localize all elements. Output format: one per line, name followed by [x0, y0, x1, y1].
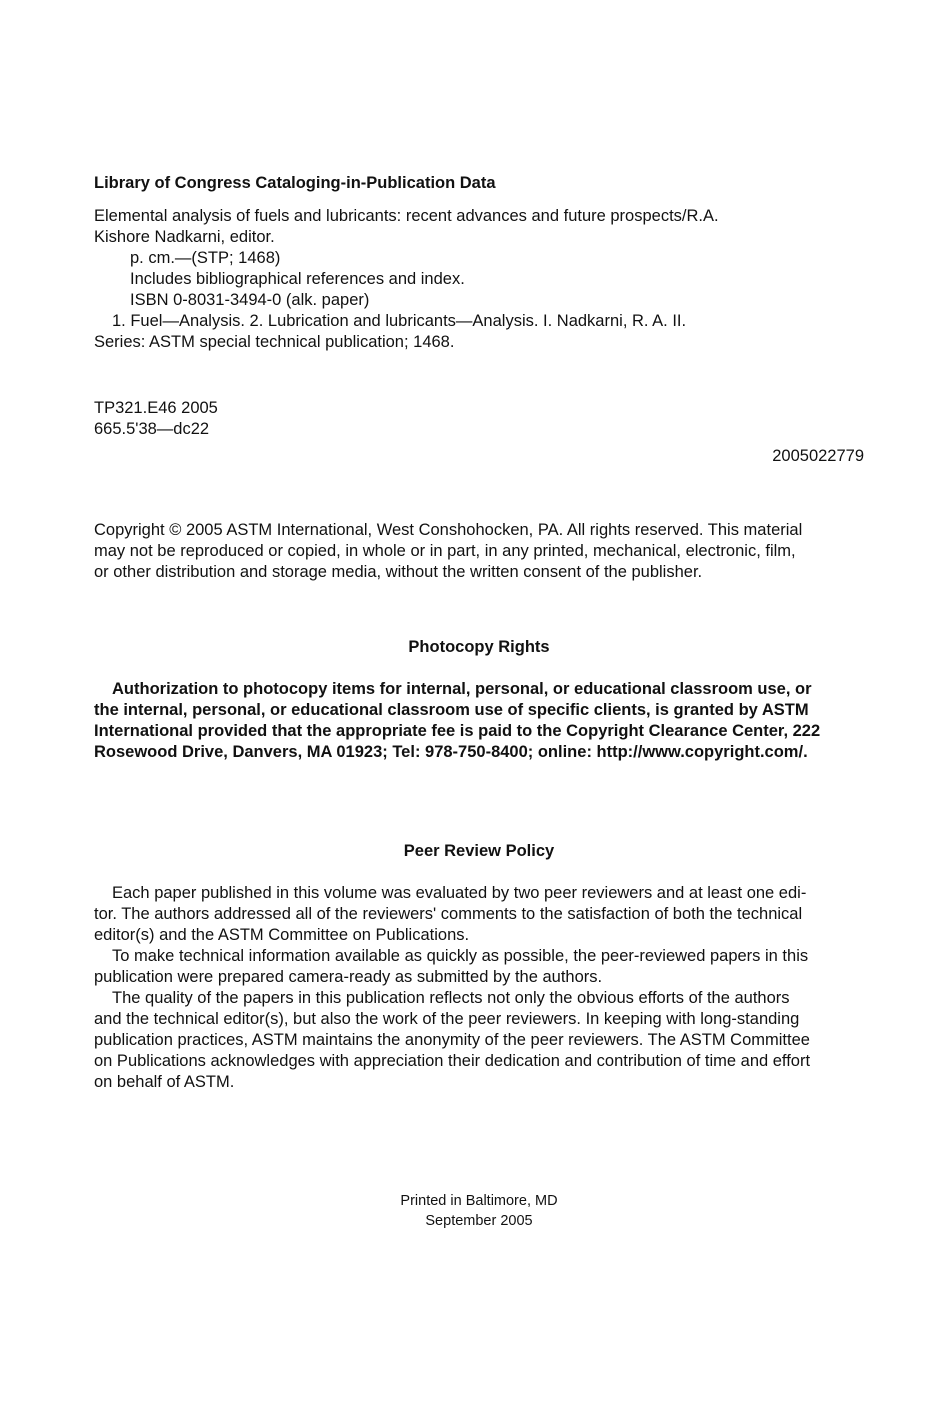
cip-series-line: p. cm.—(STP; 1468) — [130, 249, 281, 267]
cip-editor-line: Kishore Nadkarni, editor. — [94, 228, 275, 246]
peer-review-line: on behalf of ASTM. — [94, 1073, 235, 1091]
lccn-number: 2005022779 — [772, 447, 864, 465]
peer-review-line: and the technical editor(s), but also the work of the peer reviewers. In keeping with long-standing — [94, 1010, 800, 1028]
peer-review-line: on Publications acknowledges with appreciation their dedication and contribution of time and effort — [94, 1052, 811, 1070]
copyright-line-3: or other distribution and storage media, without the written consent of the publisher. — [94, 563, 703, 581]
peer-review-text — [94, 883, 864, 1093]
cip-title-line: Elemental analysis of fuels and lubricants: recent advances and future prospects/R.A. — [94, 207, 719, 225]
peer-review-heading — [94, 841, 864, 862]
photocopy-line-2: the internal, personal, or educational classroom use of specific clients, is granted by ASTM — [94, 701, 809, 719]
peer-review-heading-text: Peer Review Policy — [403, 842, 555, 860]
copyright-notice — [94, 520, 864, 583]
photocopy-heading — [94, 637, 864, 658]
cip-record — [94, 206, 864, 353]
cip-heading — [94, 173, 864, 194]
cip-isbn-line: ISBN 0-8031-3494-0 (alk. paper) — [130, 291, 370, 309]
photocopy-line-4: Rosewood Drive, Danvers, MA 01923; Tel: 978-750-8400; online: http://www.copyright.com/. — [94, 743, 808, 761]
peer-review-line: publication were prepared camera-ready as submitted by the authors. — [94, 968, 603, 986]
peer-review-line: Each paper published in this volume was evaluated by two peer reviewers and at least one edi- — [112, 884, 807, 902]
lccn — [94, 446, 864, 467]
cip-classification — [94, 398, 864, 440]
dewey-classification: 665.5'38—dc22 — [94, 420, 210, 438]
printed-place: Printed in Baltimore, MD — [400, 1193, 558, 1209]
peer-review-line: publication practices, ASTM maintains the anonymity of the peer reviewers. The ASTM Committee — [94, 1031, 810, 1049]
lc-classification: TP321.E46 2005 — [94, 399, 218, 417]
printing-info — [94, 1191, 864, 1231]
photocopy-line-1: Authorization to photocopy items for internal, personal, or educational classroom use, or — [112, 680, 812, 698]
photocopy-rights-text — [94, 679, 864, 763]
cip-series-name-line: Series: ASTM special technical publication; 1468. — [94, 333, 455, 351]
cip-heading-text: Library of Congress Cataloging-in-Publication Data — [94, 174, 496, 192]
peer-review-line: editor(s) and the ASTM Committee on Publications. — [94, 926, 470, 944]
cip-subjects-line: 1. Fuel—Analysis. 2. Lubrication and lubricants—Analysis. I. Nadkarni, R. A. II. — [112, 312, 687, 330]
peer-review-line: tor. The authors addressed all of the reviewers' comments to the satisfaction of both the technical — [94, 905, 803, 923]
cip-references-line: Includes bibliographical references and index. — [130, 270, 465, 288]
copyright-line-1: Copyright © 2005 ASTM International, West Conshohocken, PA. All rights reserved. This material — [94, 521, 803, 539]
printed-date: September 2005 — [425, 1213, 533, 1229]
photocopy-heading-text: Photocopy Rights — [408, 638, 550, 656]
peer-review-line: The quality of the papers in this publication reflects not only the obvious efforts of the authors — [112, 989, 790, 1007]
peer-review-line: To make technical information available as quickly as possible, the peer-reviewed papers in this — [112, 947, 809, 965]
photocopy-line-3: International provided that the appropriate fee is paid to the Copyright Clearance Center, 222 — [94, 722, 821, 740]
copyright-line-2: may not be reproduced or copied, in whole or in part, in any printed, mechanical, electronic, film, — [94, 542, 796, 560]
